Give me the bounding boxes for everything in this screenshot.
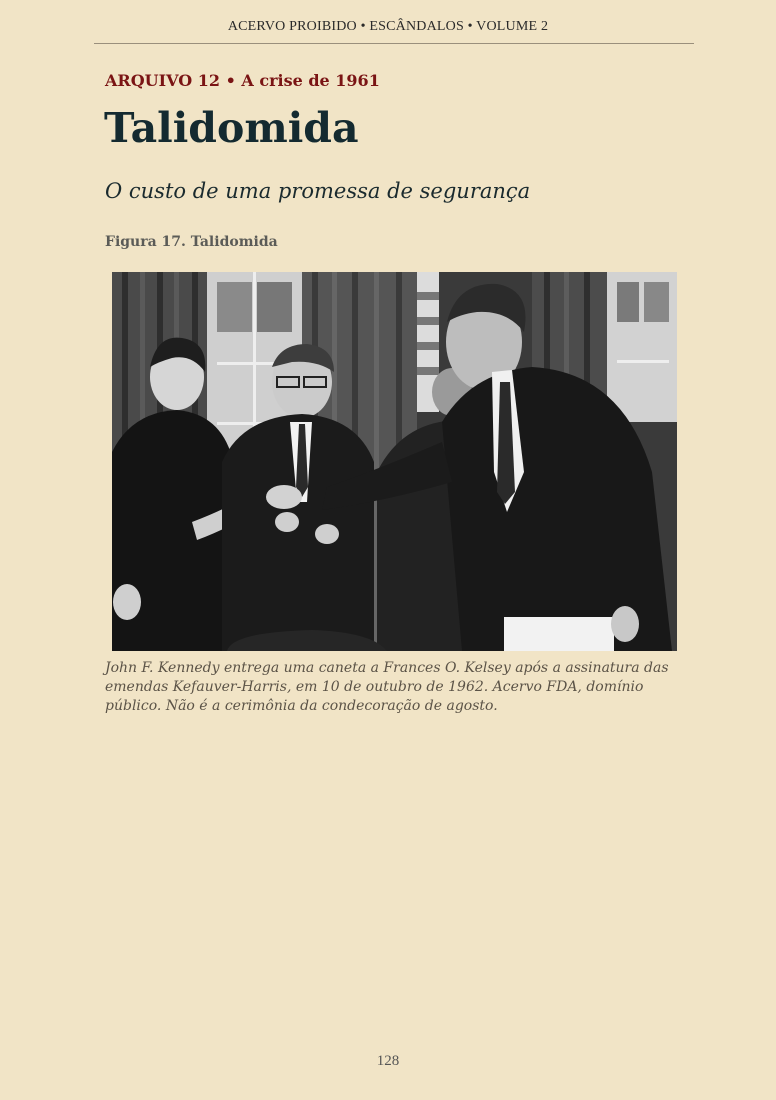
- article-kicker: ARQUIVO 12 • A crise de 1961: [105, 71, 380, 90]
- header-rule: [94, 43, 694, 44]
- article-title: Talidomida: [104, 104, 359, 152]
- figure-caption: [105, 659, 675, 716]
- figure-photo: [112, 272, 677, 651]
- caption-line: John F. Kennedy entrega uma caneta a Frances O. Kelsey após a assinatura das: [105, 660, 669, 676]
- caption-line: público. Não é a cerimônia da condecoração de agosto.: [105, 698, 498, 714]
- page-number: 128: [376, 1053, 400, 1069]
- running-header: ACERVO PROIBIDO • ESCÂNDALOS • VOLUME 2: [227, 19, 549, 34]
- figure-label: Figura 17. Talidomida: [105, 234, 278, 250]
- photo-illustration: [112, 272, 677, 651]
- article-subtitle: O custo de uma promessa de segurança: [105, 179, 531, 203]
- window-right: [607, 272, 677, 422]
- caption-line: emendas Kefauver-Harris, em 10 de outubro de 1962. Acervo FDA, domínio: [105, 679, 644, 695]
